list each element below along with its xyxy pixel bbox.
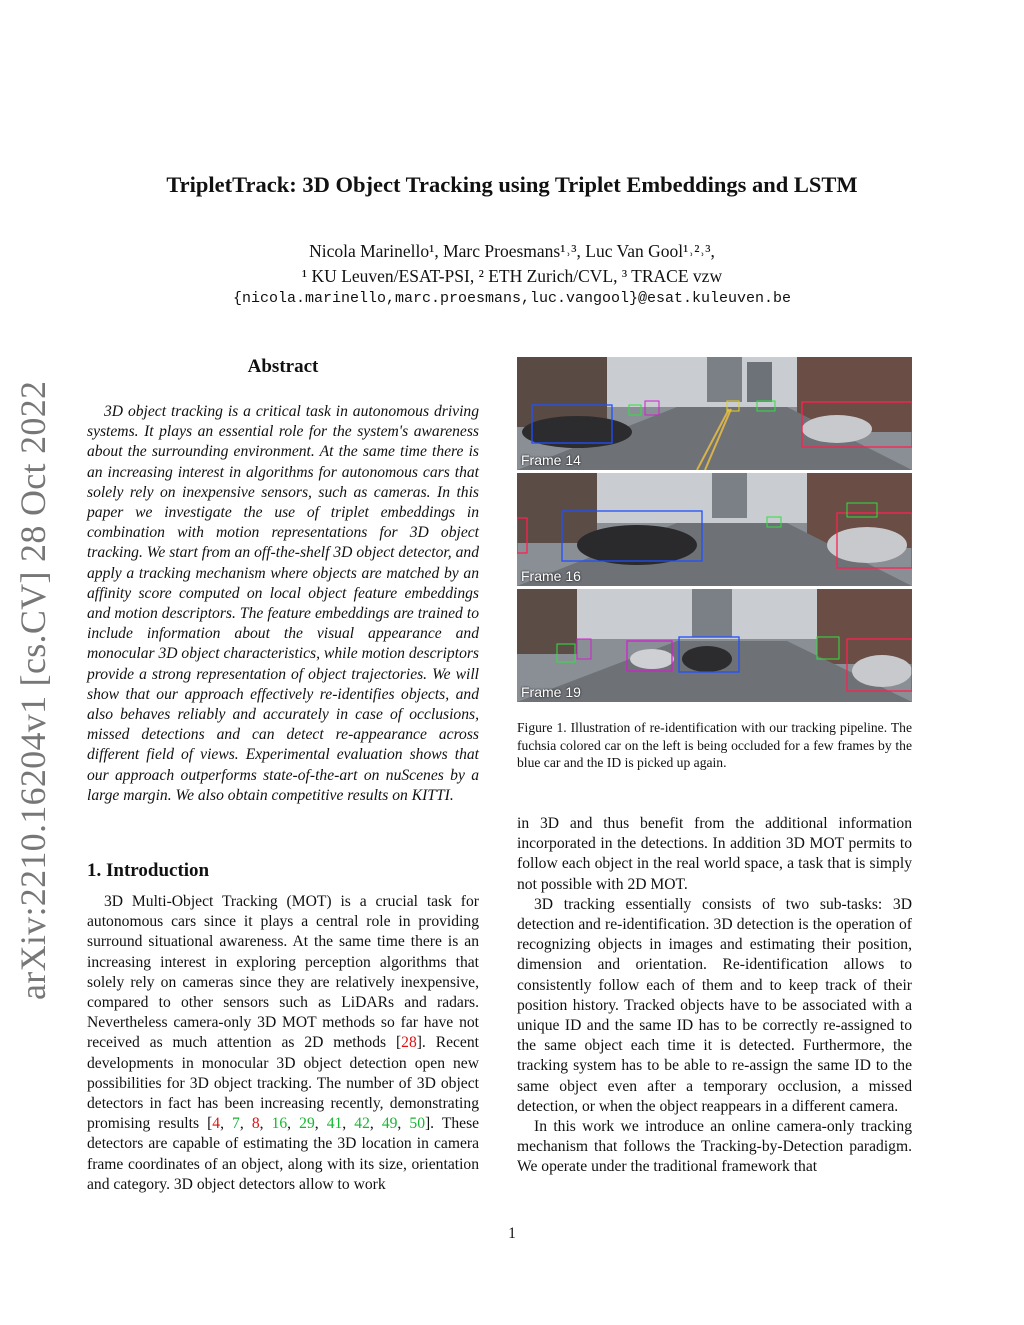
citation-link[interactable]: 41 bbox=[326, 1115, 343, 1133]
page-number: 1 bbox=[508, 1225, 516, 1242]
citation-link[interactable]: 8 bbox=[251, 1115, 260, 1133]
figure-caption: Figure 1. Illustration of re-identification with our tracking pipeline. The fuchsia colored car on the left is being occluded for a few frames by the blue car and the ID is picked up again. bbox=[517, 720, 912, 771]
author-block bbox=[0, 239, 1024, 289]
abstract-text: 3D object tracking is a critical task in autonomous driving systems. It plays an essential role for the system's awareness about the surrounding environment. At the same time there is an increasing interest in algorithms for autonomous cars that solely rely on inexpensive sensors, such as cameras. In this paper we investigate the use of triplet embeddings in combination with motion representations for 3D object tracking. We start from an off-the-shelf 3D object detector, and apply a tracking mechanism where objects are matched by an affinity score computed on local object feature embeddings and motion descriptors. The feature embeddings are trained to include information about the visual appearance and monocular 3D object characteristics, while motion descriptors provide a strong representation of object trajectories. We will show that our approach effectively re-identifies objects, and also behaves reliably and accurately in case of occlusions, missed detections and can detect re-appearance across different field of views. Experimental evaluation shows that our approach outperforms state-of-the-art on nuScenes by a large margin. We also obtain competitive results on KITTI. bbox=[87, 403, 479, 804]
figure-frame bbox=[517, 473, 912, 586]
figure-frame bbox=[517, 357, 912, 470]
introduction-paragraph bbox=[87, 892, 479, 1195]
frame-label: Frame 16 bbox=[521, 568, 581, 584]
frame-label: Frame 19 bbox=[521, 684, 581, 700]
author-emails: {nicola.marinello,marc.proesmans,luc.vangool}@esat.kuleuven.be bbox=[232, 290, 792, 307]
paper-title: TripletTrack: 3D Object Tracking using Triplet Embeddings and LSTM bbox=[166, 172, 858, 197]
author-affiliations: ¹ KU Leuven/ESAT-PSI, ² ETH Zurich/CVL, ³ TRACE vzw bbox=[301, 266, 723, 286]
intro-text-part: ]. Recent developments in monocular 3D object detection open new possibilities for 3D object tracking. The number of 3D object detectors in fact has been increasing recently, demonstrating promising results [ bbox=[87, 1034, 479, 1133]
arxiv-watermark: arXiv:2210.16204v1 [cs.CV] 28 Oct 2022 bbox=[13, 380, 53, 1000]
intro-text-part: ]. These detectors are capable of estimating the 3D location in camera frame coordinates of an object, along with its size, orientation and category. 3D object detectors allow to work bbox=[87, 1115, 480, 1193]
frame-label: Frame 14 bbox=[521, 452, 581, 468]
citation-link[interactable]: 42 bbox=[354, 1115, 370, 1133]
citation-link[interactable]: 4 bbox=[212, 1115, 221, 1133]
right-column-body bbox=[517, 814, 912, 1178]
intro-text-part: 3D Multi-Object Tracking (MOT) is a crucial task for autonomous cars since it plays a central role in providing surround situational awareness. At the same time there is an increasing interest in exploring perception algorithms that solely rely on cameras since they are relatively inexpensive, compared to other sensors such as LiDARs and radars. Nevertheless camera-only 3D MOT methods so far have not received as much attention as 2D methods [ bbox=[87, 893, 479, 1052]
paragraph: 3D tracking essentially consists of two sub-tasks: 3D detection and re-identification. 3D detection is the operation of recognizing objects in images and estimating their position, dimension and orientation. Re-identification allows to consistently follow each of them and to keep track of their position history. Tracked objects have to be associated with a unique ID and the same ID has to be correctly re-assigned to the same object each time it is detected. Furthermore, the tracking system has to be able to re-assign the same ID to the same object even after a temporary occlusion, a missed detection, or when the object reappears in a different camera. bbox=[517, 895, 912, 1115]
citation-group: 4, 7, 8, 16, 29, 41, 42, 49, 50 bbox=[212, 1115, 425, 1133]
abstract-body bbox=[87, 402, 479, 806]
introduction-heading: 1. Introduction bbox=[87, 860, 210, 881]
abstract-heading: Abstract bbox=[247, 356, 319, 377]
author-names: Nicola Marinello¹, Marc Proesmans¹˒³, Luc Van Gool¹˒²˒³, bbox=[309, 241, 715, 261]
citation-link[interactable]: 28 bbox=[401, 1034, 417, 1052]
citation-link[interactable]: 49 bbox=[381, 1115, 398, 1133]
citation-link[interactable]: 16 bbox=[271, 1115, 288, 1133]
citation-link[interactable]: 50 bbox=[409, 1115, 425, 1133]
figure-frame bbox=[517, 589, 912, 702]
citation-link[interactable]: 29 bbox=[299, 1115, 315, 1133]
introduction-body bbox=[87, 892, 479, 1195]
citation-link[interactable]: 7 bbox=[232, 1115, 240, 1133]
figure-1 bbox=[517, 357, 912, 705]
paragraph: In this work we introduce an online camera-only tracking mechanism that follows the Tracking-by-Detection paradigm. We operate under the traditional framework that bbox=[517, 1118, 912, 1176]
paragraph: in 3D and thus benefit from the additional information incorporated in the detections. In addition 3D MOT permits to follow each object in the real world space, a task that is simply not possible with 2D MOT. bbox=[517, 815, 912, 893]
